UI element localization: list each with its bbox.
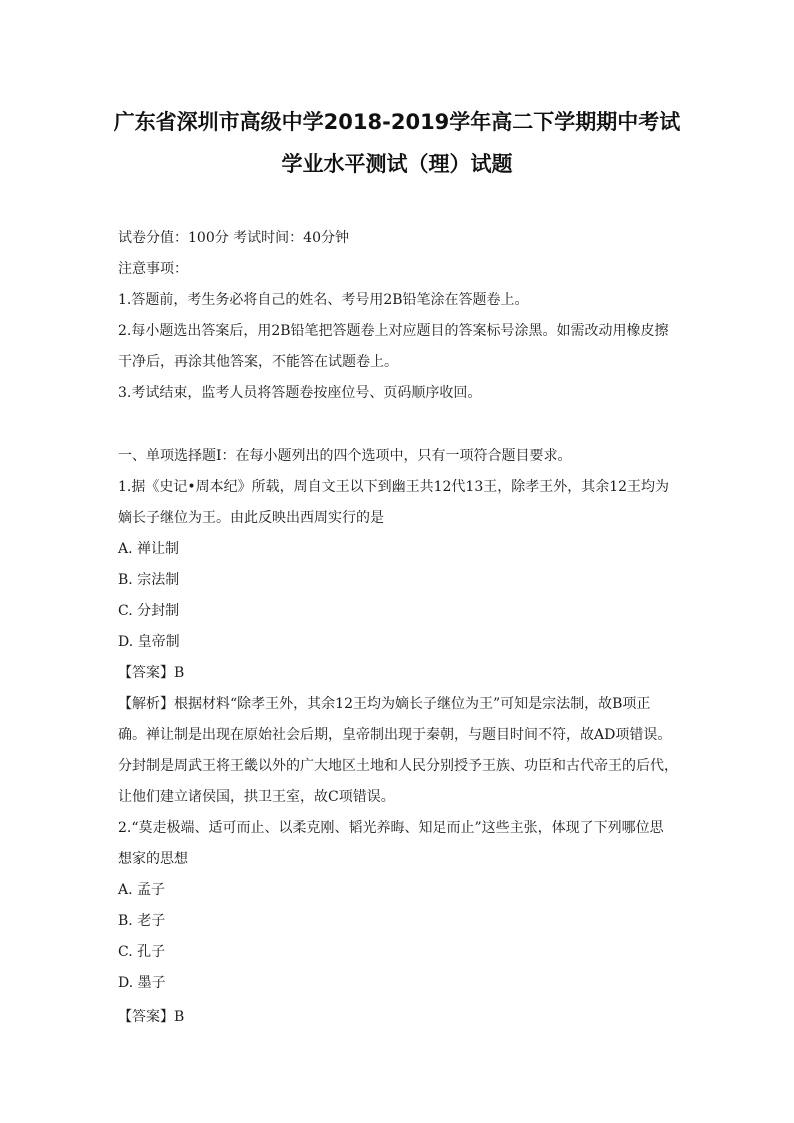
q1-stem-line-2: 嫡长子继位为王。由此反映出西周实行的是 — [118, 510, 384, 526]
notice-heading: 注意事项： — [118, 261, 188, 277]
q2-option-d: D. 墨子 — [118, 975, 166, 991]
q2-stem-line-1: 2.“莫走极端、适可而止、以柔克刚、韬光养晦、知足而止”这些主张，体现了下列哪位思 — [118, 820, 664, 836]
q2-option-b: B. 老子 — [118, 913, 166, 929]
q1-option-a: A. 禅让制 — [118, 541, 180, 557]
q2-option-c: C. 孔子 — [118, 944, 166, 960]
q1-answer: 【答案】B — [118, 665, 185, 681]
q1-analysis-line-1: 【解析】根据材料“除孝王外，其余12王均为嫡长子继位为王”可知是宗法制，故B项正 — [118, 696, 651, 712]
q2-stem-line-2: 想家的思想 — [118, 851, 188, 867]
q1-stem-line-1: 1.据《史记•周本纪》所载，周自文王以下到幽王共12代13王，除孝王外，其余12王均为 — [118, 479, 670, 495]
notice-item-1: 1.答题前，考生务必将自己的姓名、考号用2B铅笔涂在答题卷上。 — [118, 292, 529, 308]
notice-item-2-cont: 干净后，再涂其他答案，不能答在试题卷上。 — [118, 354, 398, 370]
document-title-line-1: 广东省深圳市高级中学2018-2019学年高二下学期期中考试 — [113, 110, 681, 134]
exam-info: 试卷分值：100分 考试时间：40分钟 — [118, 230, 349, 246]
q1-analysis-line-2: 确。禅让制是出现在原始社会后期，皇帝制出现于秦朝，与题目时间不符，故AD项错误。 — [118, 727, 672, 743]
notice-item-2: 2.每小题选出答案后，用2B铅笔把答题卷上对应题目的答案标号涂黑。如需改动用橡皮擦 — [118, 323, 669, 339]
q1-option-d: D. 皇帝制 — [118, 634, 180, 650]
notice-item-3: 3.考试结束，监考人员将答题卷按座位号、页码顺序收回。 — [118, 385, 482, 401]
q1-option-c: C. 分封制 — [118, 603, 180, 619]
q1-analysis-line-3: 分封制是周武王将王畿以外的广大地区土地和人民分别授予王族、功臣和古代帝王的后代， — [118, 758, 678, 774]
document-title-line-2: 学业水平测试（理）试题 — [281, 152, 513, 176]
q2-answer: 【答案】B — [118, 1009, 185, 1025]
q2-option-a: A. 孟子 — [118, 882, 166, 898]
q1-analysis-line-4: 让他们建立诸侯国，拱卫王室，故C项错误。 — [118, 789, 395, 805]
section-heading: 一、单项选择题Ⅰ：在每小题列出的四个选项中，只有一项符合题目要求。 — [118, 448, 572, 464]
q1-option-b: B. 宗法制 — [118, 572, 180, 588]
